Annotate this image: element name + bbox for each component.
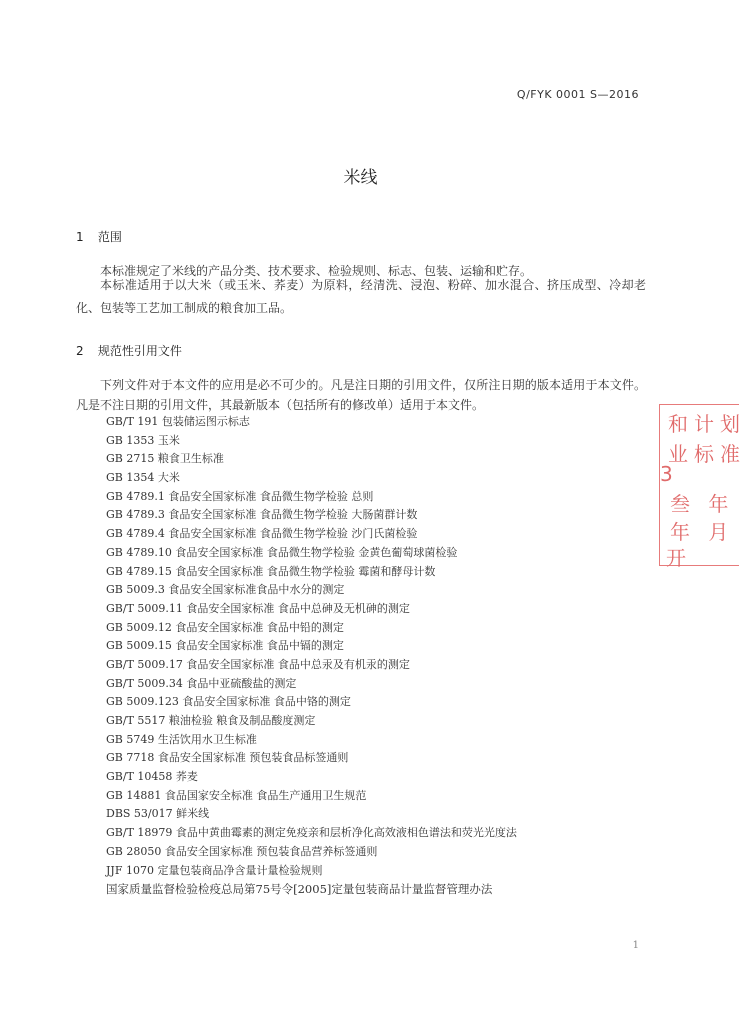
reference-item: GB 1354 大米 (106, 471, 180, 485)
stamp-text-line: 开 (666, 546, 692, 570)
reference-item: GB 4789.4 食品安全国家标准 食品微生物学检验 沙门氏菌检验 (106, 527, 418, 541)
scope-paragraph-2: 本标准适用于以大米（或玉米、荞麦）为原料，经清洗、浸泡、粉碎、加水混合、挤压成型、冷却老化、包装等工艺加工制成的粮食加工品。 (76, 278, 646, 315)
reference-item: GB/T 10458 荞麦 (106, 770, 198, 784)
section-2-heading (76, 342, 182, 359)
reference-item: GB 4789.3 食品安全国家标准 食品微生物学检验 大肠菌群计数 (106, 508, 418, 522)
reference-item: GB/T 5517 粮油检验 粮食及制品酸度测定 (106, 714, 316, 727)
section-2-title: 规范性引用文件 (97, 344, 182, 358)
reference-item: GB 4789.1 食品安全国家标准 食品微生物学检验 总则 (106, 489, 374, 503)
document-number: Q/FYK 0001 S—2016 (516, 88, 639, 101)
section-2-number: 2 (76, 344, 84, 358)
reference-list (106, 413, 517, 899)
page-number: 1 (632, 940, 639, 951)
reference-item: GB 14881 食品国家安全标准 食品生产通用卫生规范 (106, 788, 367, 802)
references-intro: 下列文件对于本文件的应用是必不可少的。凡是注日期的引用文件，仅所注日期的版本适用于本文件。凡是不注日期的引用文件，其最新版本（包括所有的修改单）适用于本文件。 (76, 378, 646, 412)
reference-item: GB 7718 食品安全国家标准 预包装食品标签通则 (106, 751, 349, 765)
section-1-heading (76, 228, 122, 245)
page-title: 米线 (343, 168, 378, 188)
reference-item: GB/T 5009.34 食品中亚硫酸盐的测定 (106, 676, 297, 690)
reference-item: GB 5009.3 食品安全国家标准食品中水分的测定 (106, 583, 345, 597)
scope-paragraph-1: 本标准规定了米线的产品分类、技术要求、检验规则、标志、包装、运输和贮存。 (100, 264, 533, 278)
stamp-text-line: 业标准 (668, 442, 746, 466)
reference-item: GB 4789.10 食品安全国家标准 食品微生物学检验 金黄色葡萄球菌检验 (106, 545, 458, 559)
reference-item: GB 4789.15 食品安全国家标准 食品微生物学检验 霉菌和酵母计数 (106, 564, 436, 578)
reference-item: GB 5009.12 食品安全国家标准 食品中铅的测定 (106, 620, 344, 634)
reference-item: DBS 53/017 鲜米线 (106, 807, 210, 821)
reference-item: GB/T 18979 食品中黄曲霉素的测定免疫亲和层析净化高效液相色谱法和荧光光度法 (106, 826, 517, 840)
reference-item: GB 28050 食品安全国家标准 预包装食品营养标签通则 (106, 844, 378, 858)
reference-item: GB/T 5009.17 食品安全国家标准 食品中总汞及有机汞的测定 (106, 657, 410, 671)
reference-item: GB 2715 粮食卫生标准 (106, 452, 224, 466)
section-1-title: 范围 (97, 230, 122, 244)
reference-item: GB 5749 生活饮用水卫生标准 (106, 732, 257, 746)
reference-item: JJF 1070 定量包装商品净含量计量检验规则 (106, 863, 323, 877)
reference-item: 国家质量监督检验检疫总局第75号令[2005]定量包装商品计量监督管理办法 (106, 882, 493, 897)
reference-item: GB 1353 玉米 (106, 433, 180, 447)
stamp-text-line: 3 (660, 462, 679, 486)
reference-item: GB/T 5009.11 食品安全国家标准 食品中总砷及无机砷的测定 (106, 601, 410, 615)
reference-item: GB 5009.15 食品安全国家标准 食品中镉的测定 (106, 639, 344, 653)
stamp-text-line: 年 月 (670, 520, 735, 544)
stamp-text-line: 和计划 (668, 412, 746, 436)
stamp-text-line: 叁 年 (670, 492, 735, 516)
official-stamp (656, 402, 746, 570)
reference-item: GB 5009.123 食品安全国家标准 食品中铬的测定 (106, 695, 351, 709)
section-1-number: 1 (76, 230, 84, 244)
reference-item: GB/T 191 包装储运图示标志 (106, 415, 250, 428)
